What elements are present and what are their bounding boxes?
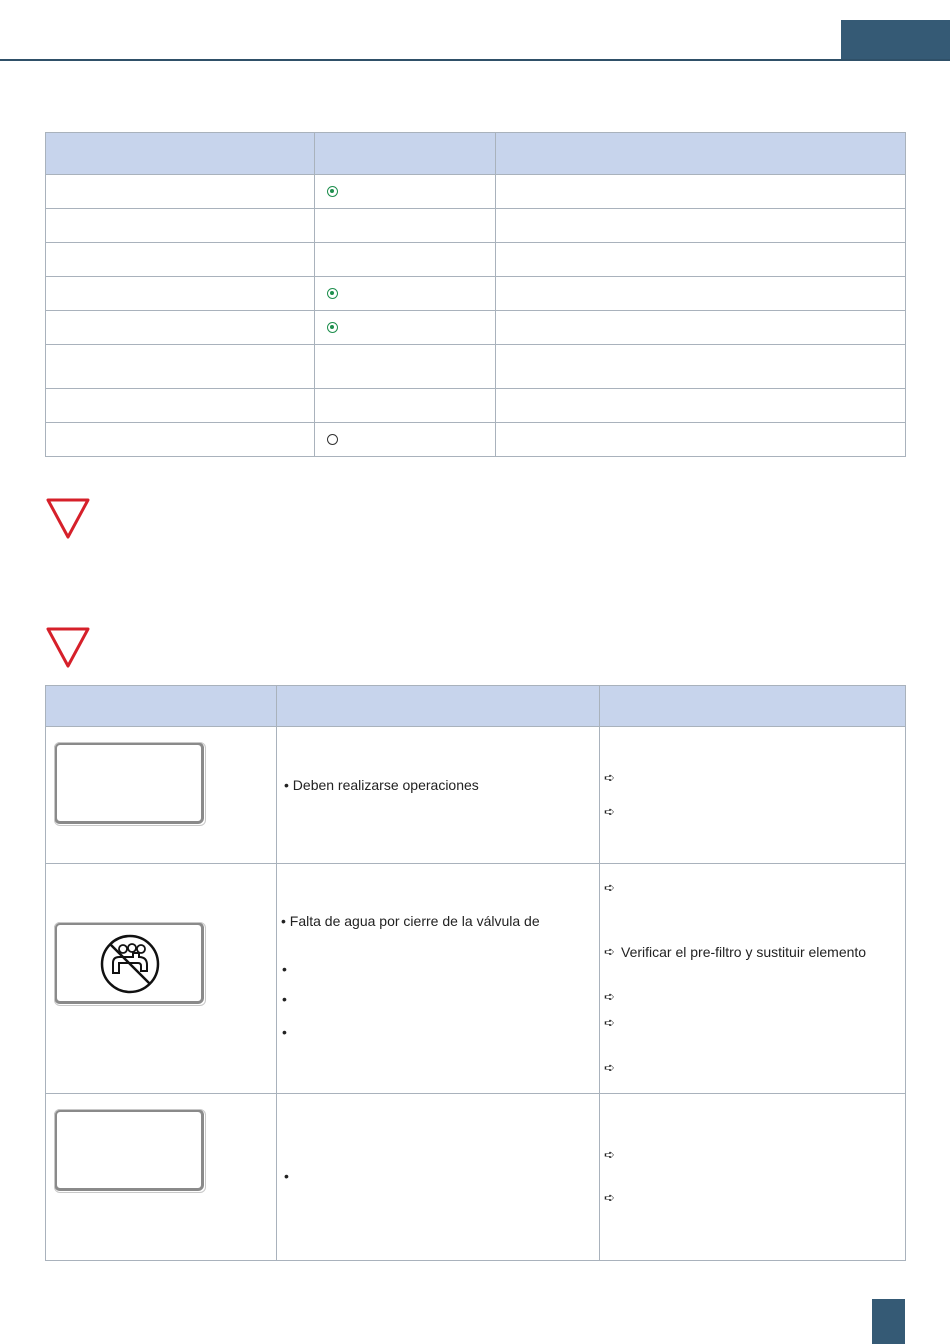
table-row [46, 209, 906, 243]
remedy-cell [600, 727, 906, 864]
header-cell [46, 133, 315, 175]
arrow-right-icon: ➪ [604, 880, 615, 895]
arrow-right-icon: ➪ [604, 770, 615, 785]
header-cell [277, 686, 600, 727]
remedy-cell [600, 864, 906, 1094]
table-row [46, 727, 906, 864]
fault-table-header [46, 686, 906, 727]
header-cell [46, 686, 277, 727]
status-table-header [46, 133, 906, 175]
cause-text: • Deben realizarse operaciones [284, 777, 479, 793]
indicator-on-icon [327, 186, 338, 197]
header-cell [315, 133, 496, 175]
table-row [46, 311, 906, 345]
bullet-icon: • [282, 961, 287, 977]
table-row [46, 277, 906, 311]
indicator-on-icon [327, 322, 338, 333]
warning-triangle-icon [45, 626, 91, 668]
fault-table [45, 685, 906, 1261]
warning-triangle-icon [45, 497, 91, 539]
header-rule [0, 59, 950, 61]
cause-cell [277, 1094, 600, 1261]
arrow-right-icon: ➪ [604, 989, 615, 1004]
arrow-right-icon: ➪ [604, 1147, 615, 1162]
arrow-right-icon: ➪ [604, 1015, 615, 1030]
cause-text: • Falta de agua por cierre de la válvula de [281, 913, 540, 929]
display-cell [46, 727, 277, 864]
table-row [46, 175, 906, 209]
arrow-right-icon: ➪ [604, 804, 615, 819]
cause-cell [277, 864, 600, 1094]
indicator-off-icon [327, 434, 338, 445]
bullet-icon: • [284, 1168, 289, 1184]
blank-display [54, 742, 204, 824]
bullet-icon: • [282, 991, 287, 1007]
cause-cell [277, 727, 600, 864]
header-tab [841, 20, 950, 60]
table-row [46, 864, 906, 1094]
header-cell [600, 686, 906, 727]
blank-display [54, 1109, 204, 1191]
table-row [46, 345, 906, 389]
arrow-right-icon: ➪ [604, 1190, 615, 1205]
table-row [46, 1094, 906, 1261]
status-table [45, 132, 906, 457]
no-water-display [54, 922, 204, 1004]
display-cell [46, 864, 277, 1094]
bullet-icon: • [282, 1024, 287, 1040]
header-cell [496, 133, 906, 175]
remedy-text: Verificar el pre-filtro y sustituir elemento [621, 944, 867, 960]
indicator-on-icon [327, 288, 338, 299]
table-row [46, 423, 906, 457]
table-row [46, 243, 906, 277]
remedy-cell [600, 1094, 906, 1261]
table-row [46, 389, 906, 423]
page-number-tab [872, 1299, 905, 1344]
arrow-right-icon: ➪ [604, 944, 615, 959]
no-water-tap-icon [99, 933, 161, 995]
arrow-right-icon: ➪ [604, 1060, 615, 1075]
display-cell [46, 1094, 277, 1261]
